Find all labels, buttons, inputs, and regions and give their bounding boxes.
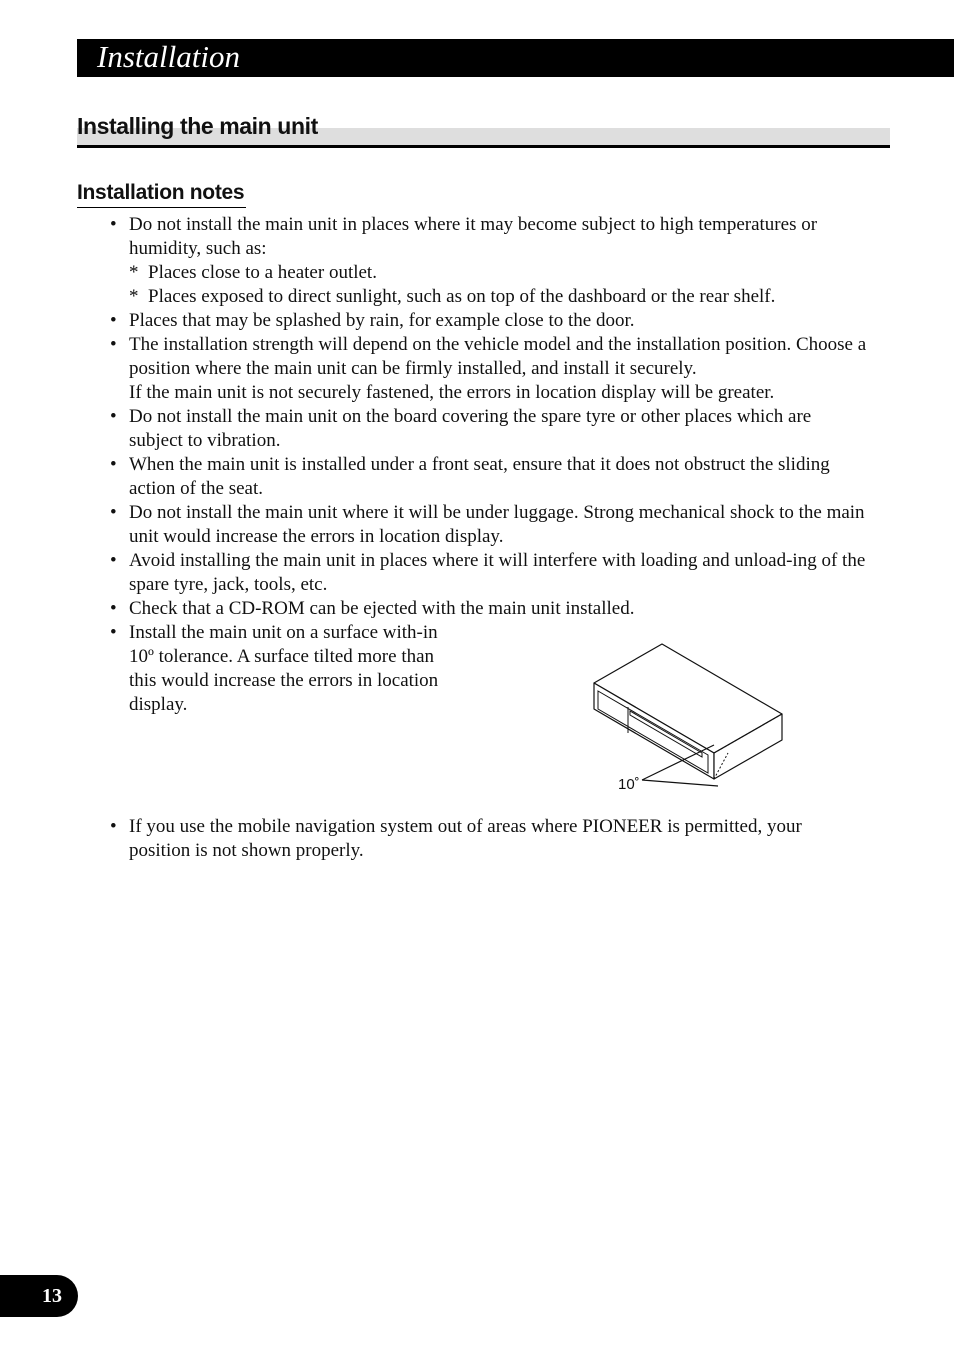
- note-subitem: * Places close to a heater outlet.: [129, 262, 377, 283]
- note-item: [129, 453, 867, 501]
- note-item: [129, 309, 867, 333]
- angle-label: 10˚: [618, 776, 640, 793]
- note-text: When the main unit is installed under a front seat, ensure that it does not obstruct the sliding action of the seat.: [129, 454, 830, 499]
- angle-pointer-lower: [642, 780, 718, 786]
- chapter-banner: [77, 39, 954, 77]
- section-title: Installing the main unit: [77, 113, 318, 139]
- note-text: Avoid installing the main unit in places where it will interfere with loading and unload-ing of the spare tyre, jack, tools, etc.: [129, 550, 866, 595]
- note-item: [129, 815, 867, 863]
- note-text: • Install the main unit on a surface with-in 10º tolerance. A surface tilted more than this would increase the errors in location display.: [129, 622, 439, 715]
- note-item: [129, 549, 867, 597]
- note-item: [129, 213, 867, 309]
- chapter-title: Installation: [97, 39, 240, 74]
- note-item: [129, 333, 867, 405]
- note-text: Check that a CD-ROM can be ejected with the main unit installed.: [129, 598, 635, 619]
- note-item: [129, 405, 867, 453]
- tilt-tolerance-illustration: [590, 641, 790, 796]
- note-text: The installation strength will depend on the vehicle model and the installation position. Choose a position where the main unit can be firmly installed, and install it securely.: [129, 334, 867, 379]
- note-subitem-text: Places close to a heater outlet.: [148, 262, 377, 283]
- note-text: If you use the mobile navigation system out of areas where PIONEER is permitted, your position is not shown properly.: [129, 816, 802, 861]
- page-number-tab: [0, 1275, 78, 1317]
- page-number: 13: [42, 1285, 62, 1307]
- note-subitem-text: Places exposed to direct sunlight, such as on top of the dashboard or the rear shelf.: [148, 286, 776, 307]
- note-item: [129, 597, 867, 621]
- note-continuation: If the main unit is not securely fastened, the errors in location display will be greater.: [129, 382, 775, 403]
- note-text: Do not install the main unit on the board covering the spare tyre or other places which are subject to vibration.: [129, 406, 812, 451]
- note-item: [129, 501, 867, 549]
- note-text: Places that may be splashed by rain, for example close to the door.: [129, 310, 635, 331]
- subsection-title: Installation notes: [77, 179, 246, 208]
- note-text: Do not install the main unit in places where it may become subject to high temperatures or humidity, such as:: [129, 214, 818, 259]
- note-text: Do not install the main unit where it will be under luggage. Strong mechanical shock to the main unit would increase the errors in location display.: [129, 502, 865, 547]
- note-subitem: * Places exposed to direct sunlight, such as on top of the dashboard or the rear shelf.: [129, 286, 776, 307]
